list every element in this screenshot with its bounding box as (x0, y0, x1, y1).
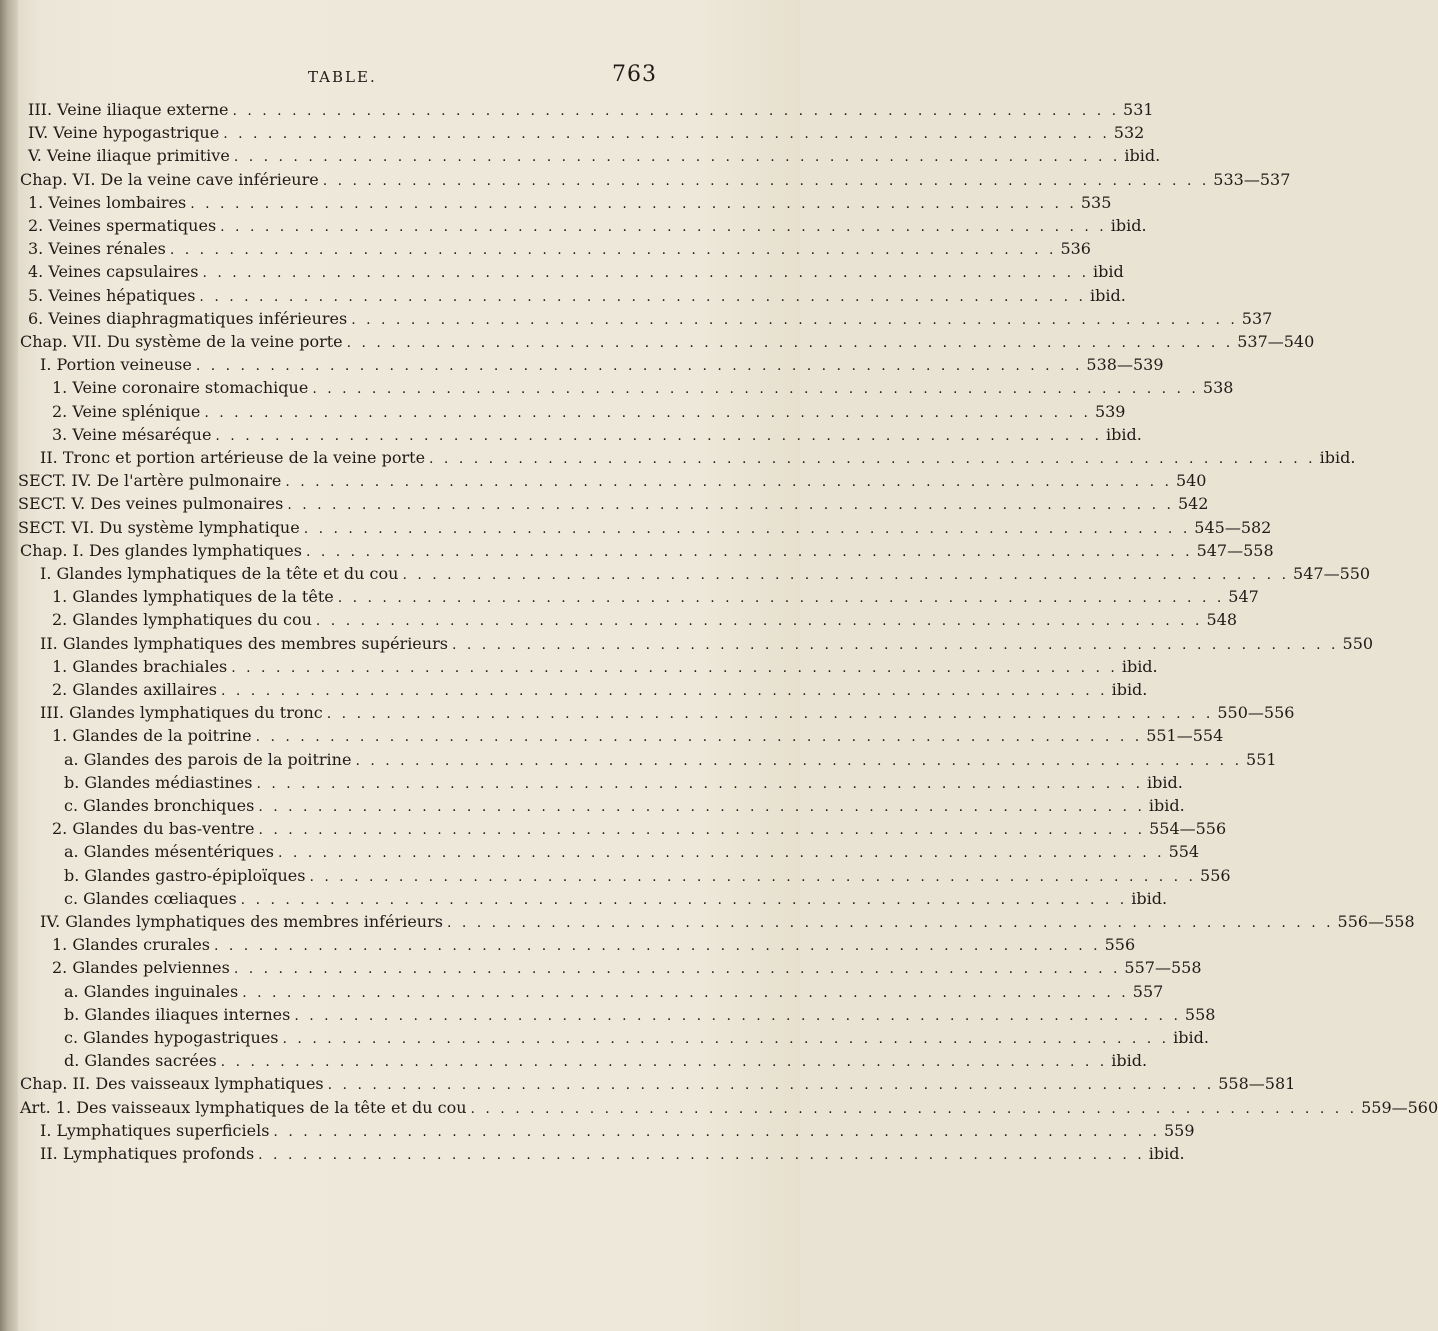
toc-entry-label: Chap. VII. Du système de la veine porte (20, 332, 343, 351)
dot-leader: . . . . . . . . . . . . . . . . . . . . . . . . . . . . . . . . . . . . . . . . . . . . . . . . . . . . . . . . . . . . (202, 265, 1090, 282)
toc-entry-page: ibid. (1111, 1051, 1148, 1071)
toc-entry-label: b. Glandes médiastines (64, 772, 253, 792)
toc-entry-label: 1. Veine coronaire stomachique (52, 378, 309, 398)
toc-entry-page: ibid. (1124, 146, 1161, 166)
toc-entry (18, 517, 1272, 540)
toc-entry-page: ibid. (1110, 216, 1147, 235)
dot-leader: . . . . . . . . . . . . . . . . . . . . . . . . . . . . . . . . . . . . . . . . . . . . . . . . . . . . . . . . . . . . (402, 567, 1290, 583)
toc-entry (20, 1074, 1296, 1096)
toc-entry-label: a. Glandes des parois de la poitrine (64, 749, 352, 769)
toc-entry-label: 5. Veines hépatiques (28, 285, 196, 305)
toc-entry-page: 551 (1246, 749, 1277, 769)
toc-entry-label: II. Glandes lymphatiques des membres supérieurs (40, 633, 448, 653)
running-title: TABLE. (308, 68, 377, 86)
toc-entry (64, 865, 1231, 888)
toc-entry (20, 169, 1291, 192)
toc-entry-page: 539 (1094, 401, 1126, 421)
toc-entry (28, 285, 1126, 308)
dot-leader: . . . . . . . . . . . . . . . . . . . . . . . . . . . . . . . . . . . . . . . . . . . . . . . . . . . . . . . . . . . . (355, 752, 1243, 769)
toc-entry-page: 550 (1342, 633, 1374, 653)
toc-entry-page: 558—581 (1218, 1074, 1296, 1094)
toc-entry-label: IV. Veine hypogastrique (28, 123, 220, 143)
toc-entry (40, 912, 1415, 934)
toc-entry-label: III. Veine iliaque externe (28, 100, 229, 119)
toc-entry (40, 564, 1371, 586)
toc-entry-label: c. Glandes bronchiques (64, 796, 255, 815)
toc-entry-page: 538—539 (1086, 355, 1164, 375)
toc-entry-page: 535 (1080, 192, 1112, 212)
toc-entry-label: III. Glandes lymphatiques du tronc (40, 703, 323, 723)
toc-entry (18, 494, 1209, 516)
toc-entry-page: 556—558 (1337, 912, 1415, 931)
toc-entry-page: ibid. (1131, 888, 1168, 908)
toc-entry-page: ibid. (1090, 285, 1126, 305)
dot-leader: . . . . . . . . . . . . . . . . . . . . . . . . . . . . . . . . . . . . . . . . . . . . . . . . . . . . . . . . . . . . (215, 427, 1102, 444)
toc-entry (40, 1144, 1185, 1166)
toc-entry-label: 2. Glandes axillaires (52, 680, 217, 699)
toc-entry (28, 262, 1124, 284)
toc-entry (40, 355, 1164, 377)
dot-leader: . . . . . . . . . . . . . . . . . . . . . . . . . . . . . . . . . . . . . . . . . . . . . . . . . . . . . . . . . . . . (221, 683, 1108, 699)
toc-entry-label: 2. Glandes du bas-ventre (52, 819, 255, 839)
dot-leader: . . . . . . . . . . . . . . . . . . . . . . . . . . . . . . . . . . . . . . . . . . . . . . . . . . . . . . . . . . . . (220, 1054, 1108, 1071)
dot-leader: . . . . . . . . . . . . . . . . . . . . . . . . . . . . . . . . . . . . . . . . . . . . . . . . . . . . . . . . . . . . (255, 729, 1143, 746)
page-header (0, 62, 800, 96)
toc-entry-label: 4. Veines capsulaires (28, 262, 199, 282)
toc-entry-label: b. Glandes gastro-épiploïques (64, 865, 306, 885)
toc-entry-page: 556 (1104, 935, 1136, 955)
dot-leader: . . . . . . . . . . . . . . . . . . . . . . . . . . . . . . . . . . . . . . . . . . . . . . . . . . . . . . . . . . . . (446, 915, 1334, 931)
toc-entry (28, 216, 1147, 238)
toc-entry (52, 587, 1259, 609)
dot-leader: . . . . . . . . . . . . . . . . . . . . . . . . . . . . . . . . . . . . . . . . . . . . . . . . . . . . . . . . . . . . (273, 1123, 1160, 1140)
toc-entry (28, 239, 1091, 261)
toc-entry-page: ibid. (1173, 1028, 1209, 1047)
toc-entry-page: 550—556 (1217, 703, 1295, 723)
toc-entry-page: ibid. (1105, 424, 1142, 444)
page-number: 763 (612, 62, 657, 87)
toc-entry (20, 540, 1274, 563)
toc-entry (52, 935, 1136, 957)
dot-leader: . . . . . . . . . . . . . . . . . . . . . . . . . . . . . . . . . . . . . . . . . . . . . . . . . . . . . . . . . . . . (199, 288, 1086, 305)
dot-leader: . . . . . . . . . . . . . . . . . . . . . . . . . . . . . . . . . . . . . . . . . . . . . . . . . . . . . . . . . . . . (315, 613, 1203, 630)
dot-leader: . . . . . . . . . . . . . . . . . . . . . . . . . . . . . . . . . . . . . . . . . . . . . . . . . . . . . . . . . . . . (233, 149, 1121, 166)
toc-entry (28, 146, 1161, 168)
dot-leader: . . . . . . . . . . . . . . . . . . . . . . . . . . . . . . . . . . . . . . . . . . . . . . . . . . . . . . . . . . . . (451, 636, 1339, 653)
dot-leader: . . . . . . . . . . . . . . . . . . . . . . . . . . . . . . . . . . . . . . . . . . . . . . . . . . . . . . . . . . . . (258, 799, 1145, 815)
dot-leader: . . . . . . . . . . . . . . . . . . . . . . . . . . . . . . . . . . . . . . . . . . . . . . . . . . . . . . . . . . . . (277, 845, 1165, 862)
dot-leader: . . . . . . . . . . . . . . . . . . . . . . . . . . . . . . . . . . . . . . . . . . . . . . . . . . . . . . . . . . . . (190, 195, 1077, 212)
toc-entry-label: 1. Glandes lymphatiques de la tête (52, 587, 334, 607)
toc-entry-page: 556 (1200, 865, 1231, 885)
dot-leader: . . . . . . . . . . . . . . . . . . . . . . . . . . . . . . . . . . . . . . . . . . . . . . . . . . . . . . . . . . . . (287, 497, 1174, 514)
toc-entry (40, 633, 1374, 656)
toc-entry (40, 703, 1295, 725)
dot-leader: . . . . . . . . . . . . . . . . . . . . . . . . . . . . . . . . . . . . . . . . . . . . . . . . . . . . . . . . . . . . (169, 242, 1057, 259)
toc-entry (64, 1051, 1148, 1073)
toc-entry (64, 1028, 1209, 1050)
toc-entry-page: 537 (1241, 308, 1273, 328)
page-binding-edge (0, 0, 18, 1331)
toc-entry (52, 656, 1158, 679)
toc-entry-label: 2. Glandes lymphatiques du cou (52, 610, 312, 630)
toc-entry-label: 1. Glandes de la poitrine (52, 726, 252, 746)
dot-leader: . . . . . . . . . . . . . . . . . . . . . . . . . . . . . . . . . . . . . . . . . . . . . . . . . . . . . . . . . . . . (231, 659, 1118, 676)
toc-entry (64, 981, 1164, 1004)
dot-leader: . . . . . . . . . . . . . . . . . . . . . . . . . . . . . . . . . . . . . . . . . . . . . . . . . . . . . . . . . . . . (312, 381, 1199, 398)
toc-entry-page: 540 (1175, 471, 1207, 491)
dot-leader: . . . . . . . . . . . . . . . . . . . . . . . . . . . . . . . . . . . . . . . . . . . . . . . . . . . . . . . . . . . . (326, 706, 1214, 723)
toc-entry (28, 192, 1112, 215)
toc-entry-page: 547 (1228, 587, 1259, 607)
toc-entry-label: b. Glandes iliaques internes (64, 1004, 291, 1024)
toc-entry-label: II. Lymphatiques profonds (40, 1144, 255, 1163)
toc-entry-label: 2. Glandes pelviennes (52, 958, 230, 978)
toc-entry (52, 680, 1148, 702)
toc-entry-label: 6. Veines diaphragmatiques inférieures (28, 308, 348, 328)
toc-entry-label: II. Tronc et portion artérieuse de la veine porte (40, 448, 426, 467)
toc-entry (28, 100, 1154, 122)
toc-entry-page: 558 (1184, 1004, 1216, 1024)
toc-entry-label: SECT. IV. De l'artère pulmonaire (18, 471, 282, 491)
toc-entry-page: 536 (1060, 239, 1091, 259)
toc-entry-label: I. Portion veineuse (40, 355, 192, 375)
toc-entry-page: 545—582 (1194, 517, 1272, 537)
toc-entry-label: 1. Glandes brachiales (52, 656, 228, 676)
toc-entry-label: Chap. VI. De la veine cave inférieure (20, 169, 319, 189)
dot-leader: . . . . . . . . . . . . . . . . . . . . . . . . . . . . . . . . . . . . . . . . . . . . . . . . . . . . . . . . . . . . (294, 1007, 1181, 1024)
toc-entry-label: 3. Veines rénales (28, 239, 166, 259)
dot-leader: . . . . . . . . . . . . . . . . . . . . . . . . . . . . . . . . . . . . . . . . . . . . . . . . . . . . . . . . . . . . (351, 311, 1238, 328)
toc-entry (20, 1097, 1438, 1120)
toc-entry-page: 557 (1132, 981, 1164, 1001)
toc-entry (20, 332, 1315, 354)
toc-entry (28, 123, 1145, 145)
dot-leader: . . . . . . . . . . . . . . . . . . . . . . . . . . . . . . . . . . . . . . . . . . . . . . . . . . . . . . . . . . . . (285, 474, 1172, 491)
dot-leader: . . . . . . . . . . . . . . . . . . . . . . . . . . . . . . . . . . . . . . . . . . . . . . . . . . . . . . . . . . . . (233, 961, 1121, 978)
toc-entry-label: Chap. II. Des vaisseaux lymphatiques (20, 1074, 324, 1094)
dot-leader: . . . . . . . . . . . . . . . . . . . . . . . . . . . . . . . . . . . . . . . . . . . . . . . . . . . . . . . . . . . . (305, 543, 1193, 560)
toc-entry-page: 547—558 (1196, 540, 1274, 560)
toc-entry-page: 559—560 (1361, 1097, 1438, 1117)
toc-entry-label: 2. Veines spermatiques (28, 216, 217, 235)
dot-leader: . . . . . . . . . . . . . . . . . . . . . . . . . . . . . . . . . . . . . . . . . . . . . . . . . . . . . . . . . . . . (337, 590, 1225, 607)
toc-entry (52, 378, 1234, 400)
toc-entry-label: 1. Veines lombaires (28, 192, 187, 212)
dot-leader: . . . . . . . . . . . . . . . . . . . . . . . . . . . . . . . . . . . . . . . . . . . . . . . . . . . . . . . . . . . . (240, 891, 1128, 908)
toc-entry (64, 1004, 1216, 1027)
toc-entry-page: ibid. (1319, 448, 1356, 467)
toc-entry (40, 448, 1356, 470)
toc-entry-page: ibid. (1148, 1144, 1185, 1163)
toc-entry-page: ibid. (1111, 680, 1148, 699)
toc-entry-page: ibid. (1121, 656, 1158, 676)
toc-entry (18, 471, 1207, 493)
dot-leader: . . . . . . . . . . . . . . . . . . . . . . . . . . . . . . . . . . . . . . . . . . . . . . . . . . . . . . . . . . . . (220, 219, 1107, 235)
dot-leader: . . . . . . . . . . . . . . . . . . . . . . . . . . . . . . . . . . . . . . . . . . . . . . . . . . . . . . . . . . . . (346, 335, 1234, 351)
toc-entry-page: 554 (1168, 842, 1200, 862)
toc-entry-label: d. Glandes sacrées (64, 1051, 217, 1071)
toc-entry-label: Art. 1. Des vaisseaux lymphatiques de la tête et du cou (20, 1097, 467, 1117)
toc-entry-label: Chap. I. Des glandes lymphatiques (20, 540, 302, 560)
toc-entry-page: 531 (1123, 100, 1154, 119)
dot-leader: . . . . . . . . . . . . . . . . . . . . . . . . . . . . . . . . . . . . . . . . . . . . . . . . . . . . . . . . . . . . (256, 775, 1144, 792)
dot-leader: . . . . . . . . . . . . . . . . . . . . . . . . . . . . . . . . . . . . . . . . . . . . . . . . . . . . . . . . . . . . (223, 126, 1110, 143)
toc-entry-page: 551—554 (1146, 726, 1224, 746)
toc-entry (52, 958, 1202, 980)
toc-entry-page: 532 (1113, 123, 1145, 143)
toc-entry (40, 1120, 1195, 1143)
toc-entry-label: 3. Veine mésaréque (52, 424, 212, 444)
toc-entry (52, 819, 1227, 841)
toc-entry (64, 888, 1168, 911)
toc-entry (28, 308, 1273, 331)
toc-entry-page: 547—550 (1293, 564, 1371, 583)
toc-entry-label: I. Lymphatiques superficiels (40, 1120, 270, 1140)
toc-entry-page: 537—540 (1237, 332, 1315, 351)
dot-leader: . . . . . . . . . . . . . . . . . . . . . . . . . . . . . . . . . . . . . . . . . . . . . . . . . . . . . . . . . . . . (322, 172, 1210, 189)
toc-entry-label: c. Glandes hypogastriques (64, 1028, 279, 1047)
toc-entry-label: 1. Glandes crurales (52, 935, 210, 955)
toc-entry-page: 557—558 (1124, 958, 1202, 978)
toc-entry-label: SECT. V. Des veines pulmonaires (18, 494, 284, 514)
toc-entry (64, 749, 1277, 772)
toc-entry-label: a. Glandes mésentériques (64, 842, 274, 862)
toc-entry-page: ibid (1093, 262, 1124, 282)
toc-entry-page: ibid. (1148, 796, 1185, 815)
toc-entry (64, 842, 1200, 864)
toc-entry-page: 542 (1177, 494, 1209, 514)
toc-entry-label: V. Veine iliaque primitive (28, 146, 230, 166)
toc-entry-label: a. Glandes inguinales (64, 981, 239, 1001)
toc-entry-label: SECT. VI. Du système lymphatique (18, 517, 300, 537)
toc-entry-page: 533—537 (1213, 169, 1291, 189)
dot-leader: . . . . . . . . . . . . . . . . . . . . . . . . . . . . . . . . . . . . . . . . . . . . . . . . . . . . . . . . . . . . (429, 451, 1316, 467)
toc-entry-label: I. Glandes lymphatiques de la tête et du cou (40, 564, 399, 583)
dot-leader: . . . . . . . . . . . . . . . . . . . . . . . . . . . . . . . . . . . . . . . . . . . . . . . . . . . . . . . . . . . . (327, 1077, 1215, 1094)
dot-leader: . . . . . . . . . . . . . . . . . . . . . . . . . . . . . . . . . . . . . . . . . . . . . . . . . . . . . . . . . . . . (204, 404, 1091, 421)
toc-entry (52, 726, 1224, 748)
dot-leader: . . . . . . . . . . . . . . . . . . . . . . . . . . . . . . . . . . . . . . . . . . . . . . . . . . . . . . . . . . . . (232, 103, 1120, 119)
toc-entry (52, 424, 1142, 447)
toc-entry-label: 2. Veine splénique (52, 401, 201, 421)
toc-entry (64, 772, 1183, 795)
toc-entry (52, 401, 1126, 424)
toc-entry-page: 548 (1206, 610, 1238, 630)
toc-entry-page: 538 (1202, 378, 1234, 398)
dot-leader: . . . . . . . . . . . . . . . . . . . . . . . . . . . . . . . . . . . . . . . . . . . . . . . . . . . . . . . . . . . . (282, 1031, 1170, 1047)
toc-entry-label: c. Glandes cœliaques (64, 888, 237, 908)
dot-leader: . . . . . . . . . . . . . . . . . . . . . . . . . . . . . . . . . . . . . . . . . . . . . . . . . . . . . . . . . . . . (242, 984, 1129, 1001)
toc-entry (64, 796, 1185, 818)
dot-leader: . . . . . . . . . . . . . . . . . . . . . . . . . . . . . . . . . . . . . . . . . . . . . . . . . . . . . . . . . . . . (303, 520, 1191, 537)
dot-leader: . . . . . . . . . . . . . . . . . . . . . . . . . . . . . . . . . . . . . . . . . . . . . . . . . . . . . . . . . . . . (195, 358, 1083, 375)
dot-leader: . . . . . . . . . . . . . . . . . . . . . . . . . . . . . . . . . . . . . . . . . . . . . . . . . . . . . . . . . . . . (258, 1147, 1145, 1163)
dot-leader: . . . . . . . . . . . . . . . . . . . . . . . . . . . . . . . . . . . . . . . . . . . . . . . . . . . . . . . . . . . . (470, 1100, 1358, 1117)
toc-entry-label: IV. Glandes lymphatiques des membres inférieurs (40, 912, 443, 931)
dot-leader: . . . . . . . . . . . . . . . . . . . . . . . . . . . . . . . . . . . . . . . . . . . . . . . . . . . . . . . . . . . . (309, 868, 1197, 885)
toc-entry-page: ibid. (1147, 772, 1183, 792)
dot-leader: . . . . . . . . . . . . . . . . . . . . . . . . . . . . . . . . . . . . . . . . . . . . . . . . . . . . . . . . . . . . (258, 822, 1146, 839)
toc-entry-page: 559 (1164, 1120, 1195, 1140)
toc-entry (52, 610, 1238, 632)
dot-leader: . . . . . . . . . . . . . . . . . . . . . . . . . . . . . . . . . . . . . . . . . . . . . . . . . . . . . . . . . . . . (214, 938, 1101, 955)
toc-entry-page: 554—556 (1149, 819, 1227, 839)
